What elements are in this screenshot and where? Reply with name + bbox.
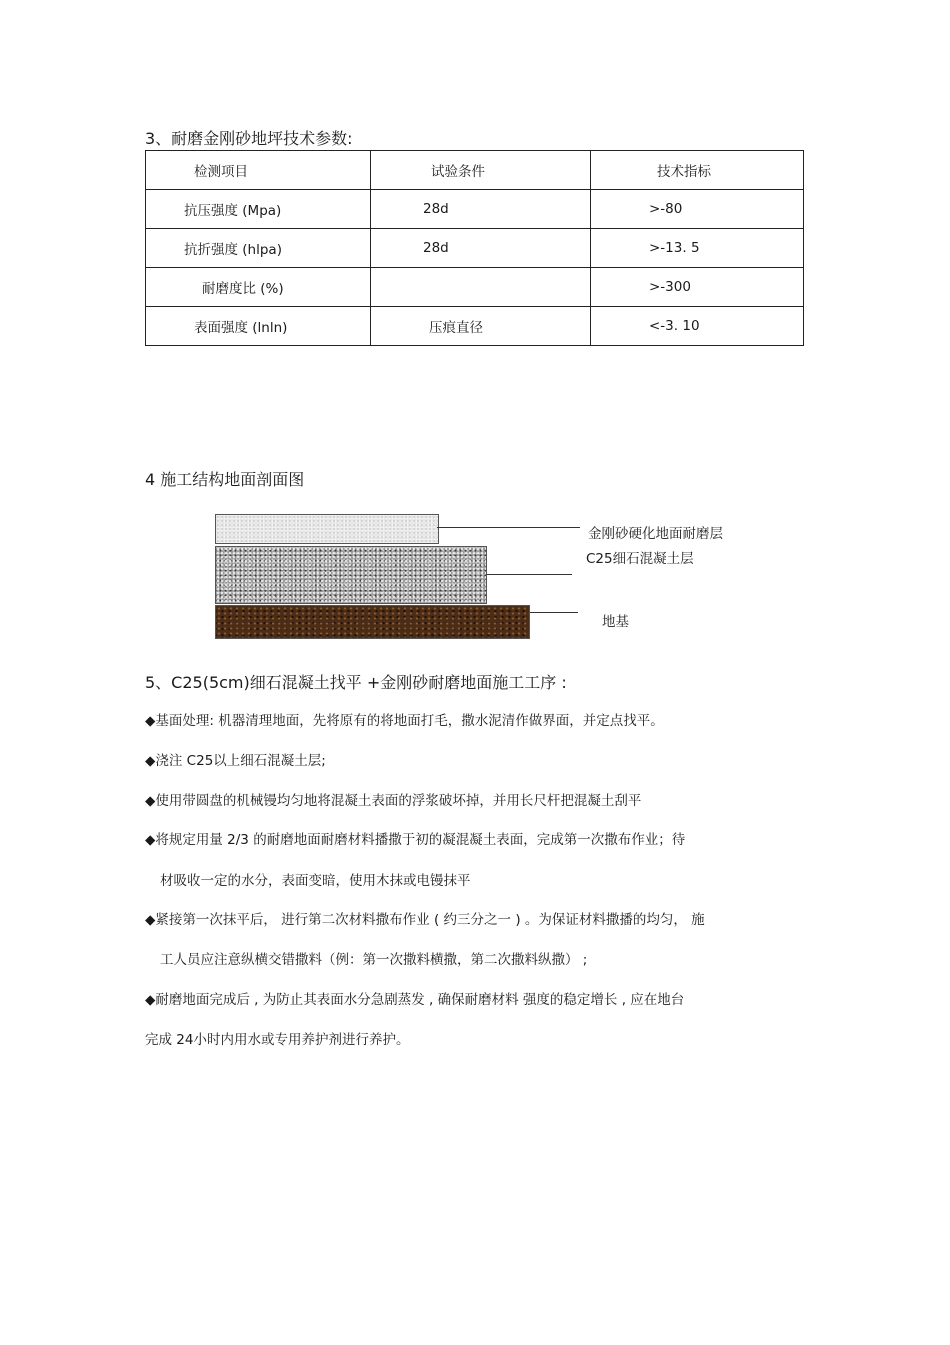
table-cell: <-3. 10	[591, 307, 804, 346]
table-cell: 28d	[371, 229, 591, 268]
procedure-step: ◆基面处理: 机器清理地面，先将原有的将地面打毛，撒水泥清作做界面，并定点找平。	[145, 713, 664, 729]
concrete-layer-label: C25细石混凝土层	[586, 551, 694, 567]
table-row	[146, 307, 804, 346]
section3-heading: 3、耐磨金刚砂地坪技术参数:	[145, 129, 353, 148]
procedure-step: ◆浇注 C25以上细石混凝土层;	[145, 753, 326, 769]
table-cell	[371, 268, 591, 307]
table-cell: >-80	[591, 190, 804, 229]
table-row	[146, 229, 804, 268]
procedure-step-continued: 完成 24小时内用水或专用养护剂进行养护。	[145, 1032, 410, 1048]
foundation-layer-label: 地基	[602, 614, 629, 630]
procedure-step: ◆将规定用量 2/3 的耐磨地面耐磨材料播撒于初的凝混凝土表面，完成第一次撒布作业；待	[145, 832, 686, 848]
table-header-row	[146, 151, 804, 190]
table-row	[146, 190, 804, 229]
wear-layer	[215, 514, 439, 544]
table-header-cell: 技术指标	[591, 151, 804, 190]
leader-line	[530, 612, 578, 613]
table-header-cell: 检测项目	[146, 151, 371, 190]
table-cell: >-13. 5	[591, 229, 804, 268]
table-cell: 表面强度 (lnln)	[146, 307, 371, 346]
table-header-cell: 试验条件	[371, 151, 591, 190]
leader-line	[487, 574, 572, 575]
procedure-step: ◆紧接第一次抹平后， 进行第二次材料撒布作业 ( 约三分之一 ) 。为保证材料撒播的均匀， 施	[145, 912, 705, 928]
procedure-step-continued: 材吸收一定的水分，表面变暗，使用木抹或电镘抹平	[160, 873, 471, 889]
technical-parameters-table	[145, 150, 804, 346]
table-cell: 耐磨度比 (%)	[146, 268, 371, 307]
section4-heading: 4 施工结构地面剖面图	[145, 470, 305, 489]
foundation-layer	[215, 605, 530, 639]
section5-heading: 5、C25(5cm)细石混凝土找平 +金刚砂耐磨地面施工工序 :	[145, 673, 567, 692]
leader-line	[437, 527, 580, 528]
table-cell: 抗压强度 (Mpa)	[146, 190, 371, 229]
table-cell: 抗折强度 (hlpa)	[146, 229, 371, 268]
procedure-step: ◆耐磨地面完成后 , 为防止其表面水分急剧蒸发 , 确保耐磨材料 强度的稳定增长 , 应在地台	[145, 992, 685, 1008]
wear-layer-label: 金刚砂硬化地面耐磨层	[588, 526, 723, 542]
procedure-step-continued: 工人员应注意纵横交错撒料（例：第一次撒料横撒，第二次撒料纵撒） ;	[160, 952, 588, 968]
table-row	[146, 268, 804, 307]
procedure-step: ◆使用带圆盘的机械镘均匀地将混凝土表面的浮浆破坏掉，并用长尺杆把混凝土刮平	[145, 793, 642, 809]
table-cell: 压痕直径	[371, 307, 591, 346]
concrete-layer	[215, 546, 487, 604]
table-cell: >-300	[591, 268, 804, 307]
table-cell: 28d	[371, 190, 591, 229]
